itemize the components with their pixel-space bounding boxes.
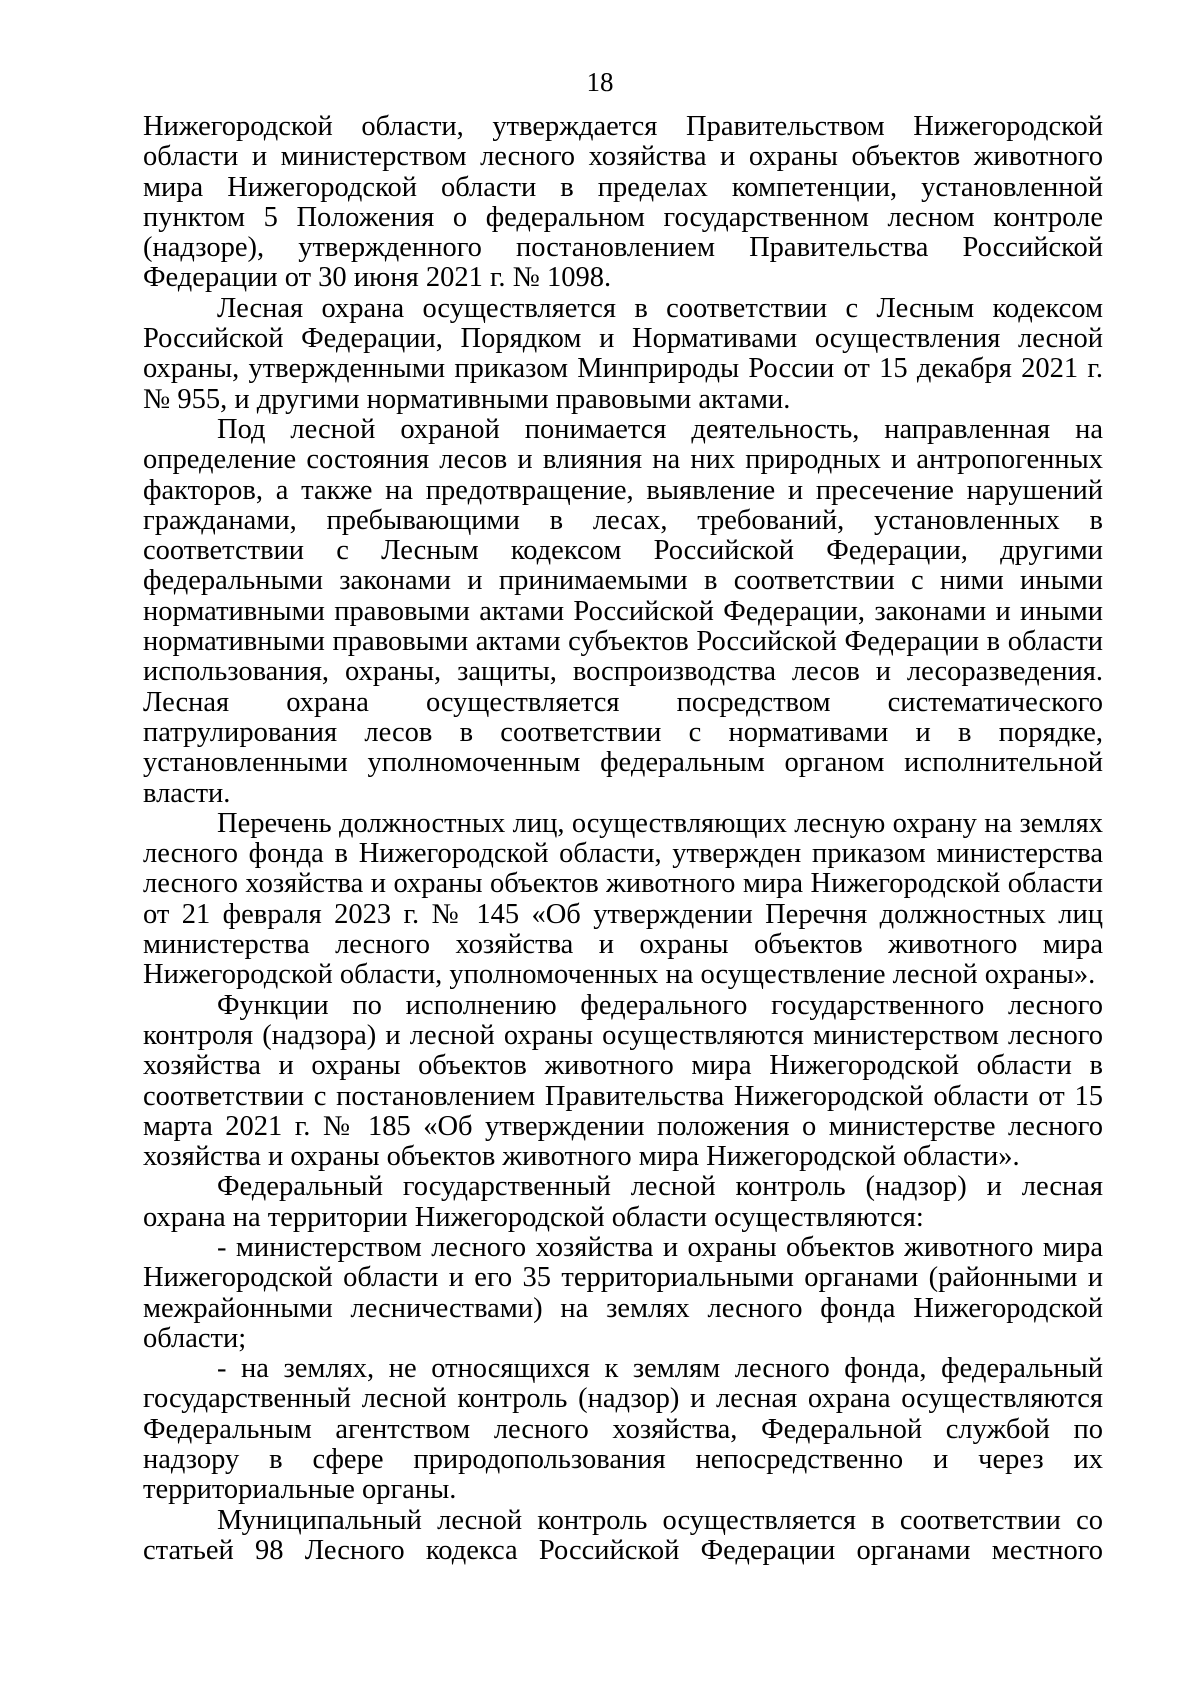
document-body — [143, 112, 1103, 1566]
paragraph-federal-control-intro: Федеральный государственный лесной контроль (надзор) и лесная охрана на территории Нижегородской области осуществляются: — [143, 1171, 1103, 1233]
paragraph-forest-protection-definition: Под лесной охраной понимается деятельность, направленная на определение состояния лесов и влияния на них природных и антропогенных факторов, а также на предотвращение, выявление и пресечение нарушений гражданами, пребывающими в лесах, требований, установленных в соответствии с Лесным кодексом Российской Федерации, другими федеральными законами и принимаемыми в соответствии с ними иными нормативными правовыми актами Российской Федерации, законами и иными нормативными правовыми актами субъектов Российской Федерации в области использования, охраны, защиты, воспроизводства лесов и лесоразведения. Лесная охрана осуществляется посредством систематического патрулирования лесов в соответствии с нормативами и в порядке, установленными уполномоченным федеральным органом исполнительной власти. — [143, 413, 1103, 809]
paragraph-municipal-control: Муниципальный лесной контроль осуществляется в соответствии со статьей 98 Лесного кодекса Российской Федерации органами местного — [143, 1504, 1103, 1566]
paragraph-continuation: Нижегородской области, утверждается Правительством Нижегородской области и министерством лесного хозяйства и охраны объектов животного мира Нижегородской области в пределах компетенции, установленной пунктом 5 Положения о федеральном государственном лесном контроле (надзоре), утвержденного постановлением Правительства Российской Федерации от 30 июня 2021 г. № 1098. — [143, 111, 1103, 294]
paragraph-forest-protection-basis: Лесная охрана осуществляется в соответствии с Лесным кодексом Российской Федерации, Порядком и Нормативами осуществления лесной охраны, утвержденными приказом Минприроды России от 15 декабря 2021 г. № 955, и другими нормативными правовыми актами. — [143, 292, 1103, 415]
paragraph-officials-list: Перечень должностных лиц, осуществляющих лесную охрану на землях лесного фонда в Нижегородской области, утвержден приказом министерства лесного хозяйства и охраны объектов животного мира Нижегородской области от 21 февраля 2023 г. № 145 «Об утверждении Перечня должностных лиц министерства лесного хозяйства и охраны объектов животного мира Нижегородской области, уполномоченных на осуществление лесной охраны». — [143, 807, 1103, 991]
list-item-federal-agencies: - на землях, не относящихся к землям лесного фонда, федеральный государственный лесной контроль (надзор) и лесная охрана осуществляются Федеральным агентством лесного хозяйства, Федеральной службой по надзору в сфере природопользования непосредственно и через их территориальные органы. — [143, 1353, 1103, 1506]
page-number: 18 — [586, 67, 614, 97]
list-item-ministry: - министерством лесного хозяйства и охраны объектов животного мира Нижегородской области и его 35 территориальными органами (районными и межрайонными лесничествами) на землях лесного фонда Нижегородской области; — [143, 1231, 1103, 1354]
paragraph-functions: Функции по исполнению федерального государственного лесного контроля (надзора) и лесной охраны осуществляются министерством лесного хозяйства и охраны объектов животного мира Нижегородской области в соответствии с постановлением Правительства Нижегородской области от 15 марта 2021 г. № 185 «Об утверждении положения о министерстве лесного хозяйства и охраны объектов животного мира Нижегородской области». — [143, 989, 1103, 1173]
